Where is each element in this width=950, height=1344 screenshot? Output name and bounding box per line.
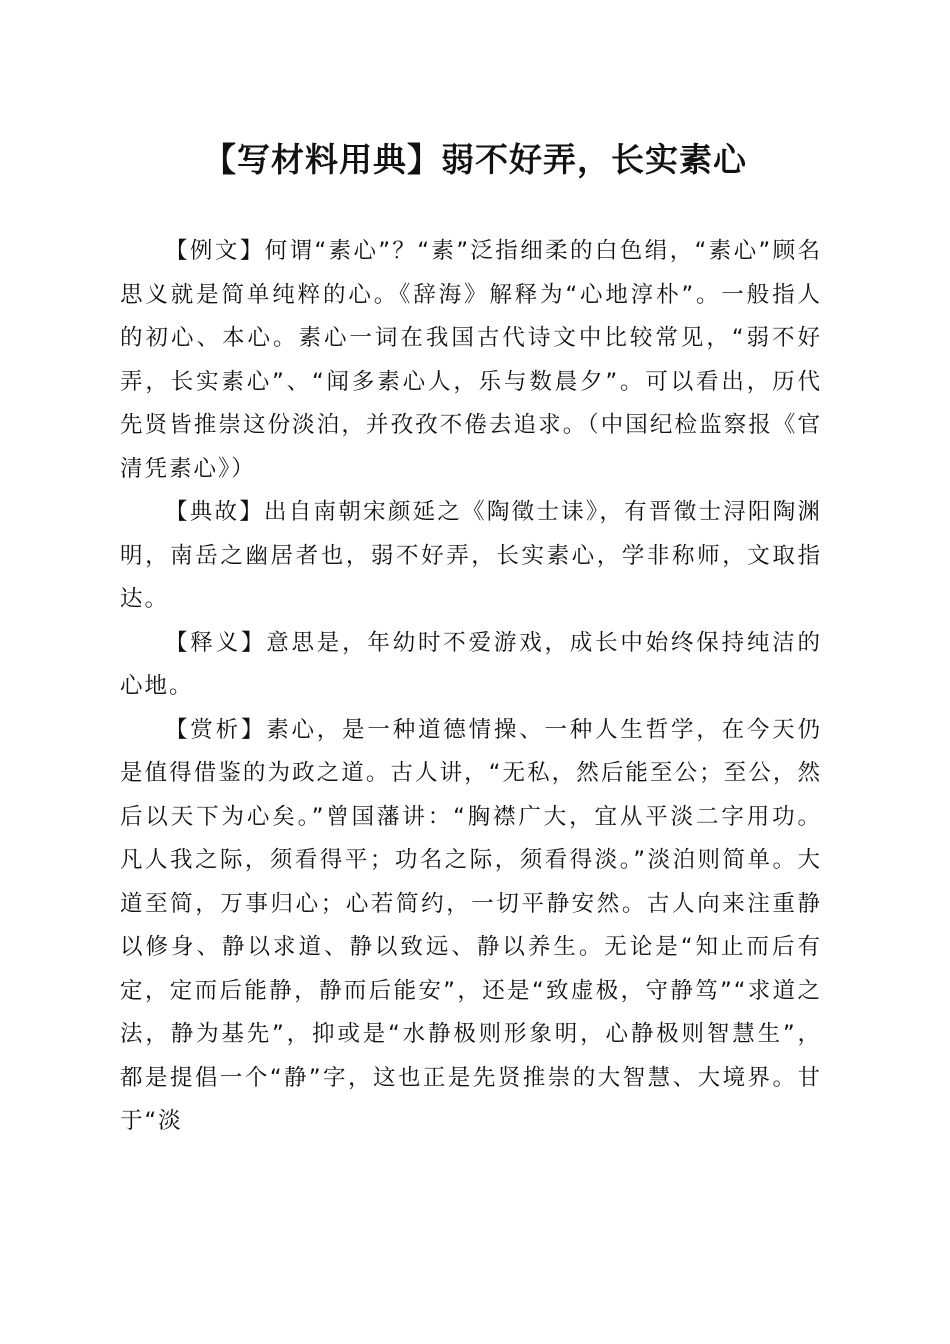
paragraph-meaning: 【释义】意思是，年幼时不爱游戏，成长中始终保持纯洁的心地。 (120, 629, 822, 699)
paragraph-example: 【例文】何谓“素心”？“素”泛指细柔的白色绢，“素心”顾名思义就是简单纯粹的心。《辞海》解释为“心地淳朴”。一般指人的初心、本心。素心一词在我国古代诗文中比较常见，“弱不好弄，长实素心”、“闻多素心人，乐与数晨夕”。可以看出，历代先贤皆推崇这份淡泊，并孜孜不倦去追求。（中国纪检监察报《官清凭素心》） (120, 238, 822, 482)
document-body (120, 230, 822, 1144)
paragraph-appreciation: 【赏析】素心，是一种道德情操、一种人生哲学，在今天仍是值得借鉴的为政之道。古人讲，“无私，然后能至公；至公，然后以天下为心矣。”曾国藩讲：“胸襟广大，宜从平淡二字用功。凡人我之际，须看得平；功名之际，须看得淡。”淡泊则简单。大道至简，万事归心；心若简约，一切平静安然。古人向来注重静以修身、静以求道、静以致远、静以养生。无论是“知止而后有定，定而后能静，静而后能安”，还是“致虚极，守静笃”“求道之法，静为基先”，抑或是“水静极则形象明，心静极则智慧生”，都是提倡一个“静”字，这也正是先贤推崇的大智慧、大境界。甘于“淡 (120, 716, 822, 1134)
document-title: 【写材料用典】弱不好弄，长实素心 (203, 140, 747, 179)
paragraph-allusion: 【典故】出自南朝宋颜延之《陶徵士诔》，有晋徵士浔阳陶渊明，南岳之幽居者也，弱不好弄，长实素心，学非称师，文取指达。 (120, 499, 822, 612)
